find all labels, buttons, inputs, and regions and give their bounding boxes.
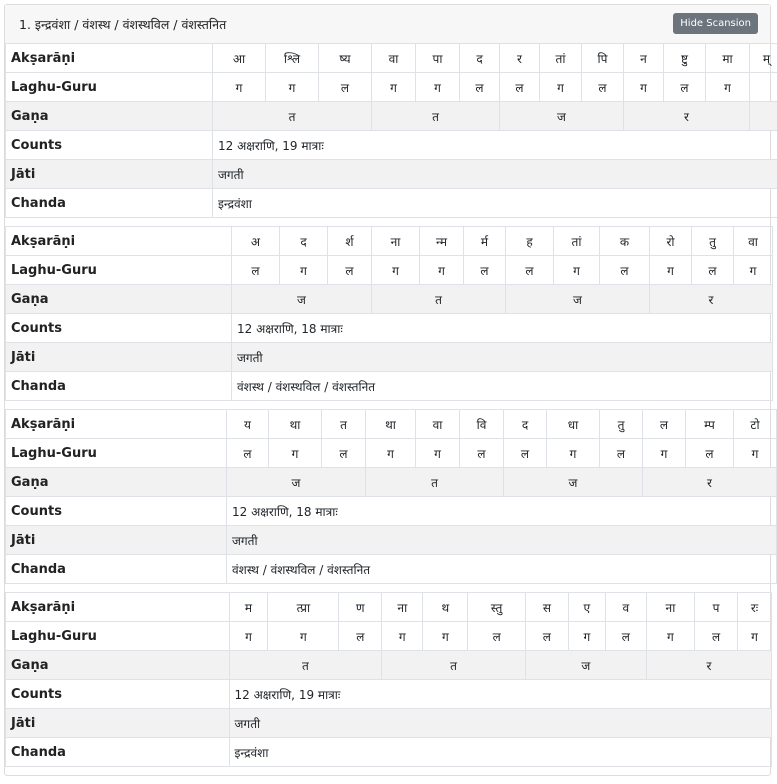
gana-cell: त xyxy=(372,285,506,314)
row-label-gana: Gaṇa xyxy=(6,102,213,131)
akshara-cell: तां xyxy=(540,44,582,73)
laghu-guru-cell: ग xyxy=(372,73,416,102)
row-label-aksharani: Akṣarāṇi xyxy=(6,44,213,73)
akshara-cell: ण xyxy=(339,593,382,622)
laghu-guru-cell: ग xyxy=(416,73,460,102)
gana-cell: र xyxy=(646,651,771,680)
laghu-guru-cell: ल xyxy=(605,622,646,651)
row-aksharani xyxy=(6,227,773,256)
akshara-cell: र xyxy=(500,44,540,73)
row-jati xyxy=(6,160,777,189)
scansion-table xyxy=(5,592,772,767)
scansion-table xyxy=(5,43,777,218)
laghu-guru-cell: ल xyxy=(322,439,366,468)
gana-cell xyxy=(750,102,777,131)
row-label-gana: Gaṇa xyxy=(6,651,230,680)
laghu-guru-cell: ग xyxy=(213,73,266,102)
gana-cell: ज xyxy=(504,468,643,497)
gana-cell: र xyxy=(650,285,773,314)
laghu-guru-cell: ल xyxy=(600,439,643,468)
row-label-jati: Jāti xyxy=(6,343,232,372)
akshara-cell: वि xyxy=(460,410,504,439)
akshara-cell: द xyxy=(460,44,500,73)
row-counts xyxy=(6,314,773,343)
row-aksharani xyxy=(6,593,772,622)
akshara-cell: स xyxy=(525,593,568,622)
akshara-cell: ह xyxy=(506,227,554,256)
laghu-guru-cell: ल xyxy=(319,73,372,102)
akshara-cell: ना xyxy=(382,593,423,622)
akshara-cell: म्प xyxy=(686,410,734,439)
akshara-cell: न्म xyxy=(420,227,464,256)
akshara-cell: म xyxy=(229,593,268,622)
akshara-cell: र्म xyxy=(464,227,506,256)
row-jati xyxy=(6,343,773,372)
akshara-cell: ना xyxy=(372,227,420,256)
chanda-value: इन्द्रवंशा xyxy=(213,189,777,218)
akshara-cell: रः xyxy=(738,593,772,622)
akshara-cell: य xyxy=(227,410,269,439)
akshara-cell: द xyxy=(280,227,328,256)
laghu-guru-cell: ग xyxy=(269,439,322,468)
akshara-cell: ल xyxy=(643,410,686,439)
akshara-cell: मा xyxy=(706,44,750,73)
laghu-guru-cell: ग xyxy=(646,622,694,651)
akshara-cell: ष्य xyxy=(319,44,372,73)
verse-scansion-table xyxy=(5,43,772,218)
akshara-cell: टो xyxy=(734,410,777,439)
chanda-value: इन्द्रवंशा xyxy=(229,738,771,767)
gana-cell: ज xyxy=(525,651,646,680)
laghu-guru-cell: ल xyxy=(227,439,269,468)
akshara-cell: क xyxy=(600,227,650,256)
laghu-guru-cell: ग xyxy=(734,256,773,285)
laghu-guru-cell: ग xyxy=(650,256,692,285)
akshara-cell: त xyxy=(322,410,366,439)
laghu-guru-cell: ल xyxy=(328,256,372,285)
laghu-guru-cell: ल xyxy=(506,256,554,285)
laghu-guru-cell: ग xyxy=(554,256,600,285)
akshara-cell: वा xyxy=(372,44,416,73)
row-label-aksharani: Akṣarāṇi xyxy=(6,593,230,622)
akshara-cell: तु xyxy=(600,410,643,439)
row-label-gana: Gaṇa xyxy=(6,285,232,314)
laghu-guru-cell: ल xyxy=(500,73,540,102)
akshara-cell: ष्टु xyxy=(664,44,706,73)
laghu-guru-cell xyxy=(750,73,777,102)
verse-title: 1. इन्द्रवंशा / वंशस्थ / वंशस्थविल / वंशस्तनित xyxy=(19,17,227,32)
laghu-guru-cell: ग xyxy=(372,256,420,285)
laghu-guru-cell: ग xyxy=(706,73,750,102)
jati-value: जगती xyxy=(229,709,771,738)
laghu-guru-cell: ग xyxy=(643,439,686,468)
row-label-counts: Counts xyxy=(6,680,230,709)
row-counts xyxy=(6,680,772,709)
row-label-counts: Counts xyxy=(6,314,232,343)
akshara-cell: श्लि xyxy=(266,44,319,73)
laghu-guru-cell: ल xyxy=(464,256,506,285)
akshara-cell: ना xyxy=(646,593,694,622)
laghu-guru-cell: ग xyxy=(568,622,605,651)
akshara-cell: म् xyxy=(750,44,777,73)
counts-value: 12 अक्षराणि, 18 मात्राः xyxy=(232,314,773,343)
laghu-guru-cell: ग xyxy=(738,622,772,651)
laghu-guru-cell: ल xyxy=(600,256,650,285)
chanda-value: वंशस्थ / वंशस्थविल / वंशस्तनित xyxy=(232,372,773,401)
akshara-cell: पि xyxy=(582,44,624,73)
laghu-guru-cell: ल xyxy=(692,256,734,285)
laghu-guru-cell: ग xyxy=(624,73,664,102)
akshara-cell: रो xyxy=(650,227,692,256)
laghu-guru-cell: ग xyxy=(266,73,319,102)
gana-cell: ज xyxy=(500,102,624,131)
verse-scansion-table xyxy=(5,226,772,401)
verse-scansion-table xyxy=(5,409,772,584)
gana-cell: त xyxy=(382,651,526,680)
laghu-guru-cell: ल xyxy=(695,622,738,651)
row-label-laghu-guru: Laghu-Guru xyxy=(6,439,227,468)
laghu-guru-cell: ग xyxy=(540,73,582,102)
card-header xyxy=(5,5,770,44)
scansion-table xyxy=(5,409,777,584)
akshara-cell: न xyxy=(624,44,664,73)
akshara-cell: ए xyxy=(568,593,605,622)
row-label-gana: Gaṇa xyxy=(6,468,227,497)
akshara-cell: व xyxy=(605,593,646,622)
chanda-value: वंशस्थ / वंशस्थविल / वंशस्तनित xyxy=(227,555,777,584)
akshara-cell: अ xyxy=(232,227,280,256)
row-label-laghu-guru: Laghu-Guru xyxy=(6,622,230,651)
gana-cell: र xyxy=(643,468,777,497)
scansion-table xyxy=(5,226,773,401)
row-aksharani xyxy=(6,410,777,439)
jati-value: जगती xyxy=(213,160,777,189)
akshara-cell: स्तु xyxy=(468,593,525,622)
gana-cell: त xyxy=(372,102,500,131)
row-gana xyxy=(6,102,777,131)
row-chanda xyxy=(6,738,772,767)
akshara-cell: वा xyxy=(734,227,773,256)
akshara-cell: त्प्रा xyxy=(268,593,339,622)
gana-cell: ज xyxy=(227,468,366,497)
row-gana xyxy=(6,651,772,680)
laghu-guru-cell: ल xyxy=(468,622,525,651)
laghu-guru-cell: ग xyxy=(420,256,464,285)
laghu-guru-cell: ल xyxy=(232,256,280,285)
row-laghu-guru xyxy=(6,439,777,468)
gana-cell: ज xyxy=(232,285,372,314)
gana-cell: र xyxy=(624,102,750,131)
gana-cell: त xyxy=(366,468,504,497)
akshara-cell: द xyxy=(504,410,547,439)
laghu-guru-cell: ल xyxy=(686,439,734,468)
akshara-cell: तु xyxy=(692,227,734,256)
row-label-chanda: Chanda xyxy=(6,189,213,218)
row-label-jati: Jāti xyxy=(6,709,230,738)
akshara-cell: वा xyxy=(416,410,460,439)
row-chanda xyxy=(6,189,777,218)
akshara-cell: प xyxy=(695,593,738,622)
laghu-guru-cell: ग xyxy=(268,622,339,651)
row-label-laghu-guru: Laghu-Guru xyxy=(6,256,232,285)
counts-value: 12 अक्षराणि, 18 मात्राः xyxy=(227,497,777,526)
laghu-guru-cell: ग xyxy=(280,256,328,285)
laghu-guru-cell: ल xyxy=(460,73,500,102)
gana-cell: ज xyxy=(506,285,650,314)
akshara-cell: र्श xyxy=(328,227,372,256)
row-label-counts: Counts xyxy=(6,131,213,160)
laghu-guru-cell: ल xyxy=(664,73,706,102)
akshara-cell: धा xyxy=(547,410,600,439)
laghu-guru-cell: ल xyxy=(525,622,568,651)
jati-value: जगती xyxy=(232,343,773,372)
row-chanda xyxy=(6,555,777,584)
row-label-chanda: Chanda xyxy=(6,738,230,767)
laghu-guru-cell: ग xyxy=(416,439,460,468)
row-jati xyxy=(6,526,777,555)
laghu-guru-cell: ग xyxy=(382,622,423,651)
laghu-guru-cell: ग xyxy=(423,622,468,651)
row-label-laghu-guru: Laghu-Guru xyxy=(6,73,213,102)
row-jati xyxy=(6,709,772,738)
verse-scansion-table xyxy=(5,592,772,767)
akshara-cell: आ xyxy=(213,44,266,73)
row-laghu-guru xyxy=(6,622,772,651)
laghu-guru-cell: ग xyxy=(734,439,777,468)
row-laghu-guru xyxy=(6,256,773,285)
laghu-guru-cell: ल xyxy=(582,73,624,102)
akshara-cell: था xyxy=(366,410,416,439)
row-label-jati: Jāti xyxy=(6,160,213,189)
row-label-aksharani: Akṣarāṇi xyxy=(6,410,227,439)
row-label-chanda: Chanda xyxy=(6,372,232,401)
scansion-card xyxy=(4,4,771,776)
laghu-guru-cell: ल xyxy=(339,622,382,651)
row-aksharani xyxy=(6,44,777,73)
row-label-counts: Counts xyxy=(6,497,227,526)
row-label-aksharani: Akṣarāṇi xyxy=(6,227,232,256)
row-gana xyxy=(6,285,773,314)
row-label-chanda: Chanda xyxy=(6,555,227,584)
counts-value: 12 अक्षराणि, 19 मात्राः xyxy=(213,131,777,160)
gana-cell: त xyxy=(229,651,382,680)
row-counts xyxy=(6,497,777,526)
row-gana xyxy=(6,468,777,497)
row-chanda xyxy=(6,372,773,401)
row-laghu-guru xyxy=(6,73,777,102)
laghu-guru-cell: ग xyxy=(229,622,268,651)
laghu-guru-cell: ग xyxy=(547,439,600,468)
akshara-cell: तां xyxy=(554,227,600,256)
laghu-guru-cell: ग xyxy=(366,439,416,468)
akshara-cell: पा xyxy=(416,44,460,73)
laghu-guru-cell: ल xyxy=(504,439,547,468)
hide-scansion-button[interactable]: Hide Scansion xyxy=(673,13,758,34)
counts-value: 12 अक्षराणि, 19 मात्राः xyxy=(229,680,771,709)
row-counts xyxy=(6,131,777,160)
laghu-guru-cell: ल xyxy=(460,439,504,468)
jati-value: जगती xyxy=(227,526,777,555)
gana-cell: त xyxy=(213,102,372,131)
akshara-cell: था xyxy=(269,410,322,439)
row-label-jati: Jāti xyxy=(6,526,227,555)
akshara-cell: थ xyxy=(423,593,468,622)
